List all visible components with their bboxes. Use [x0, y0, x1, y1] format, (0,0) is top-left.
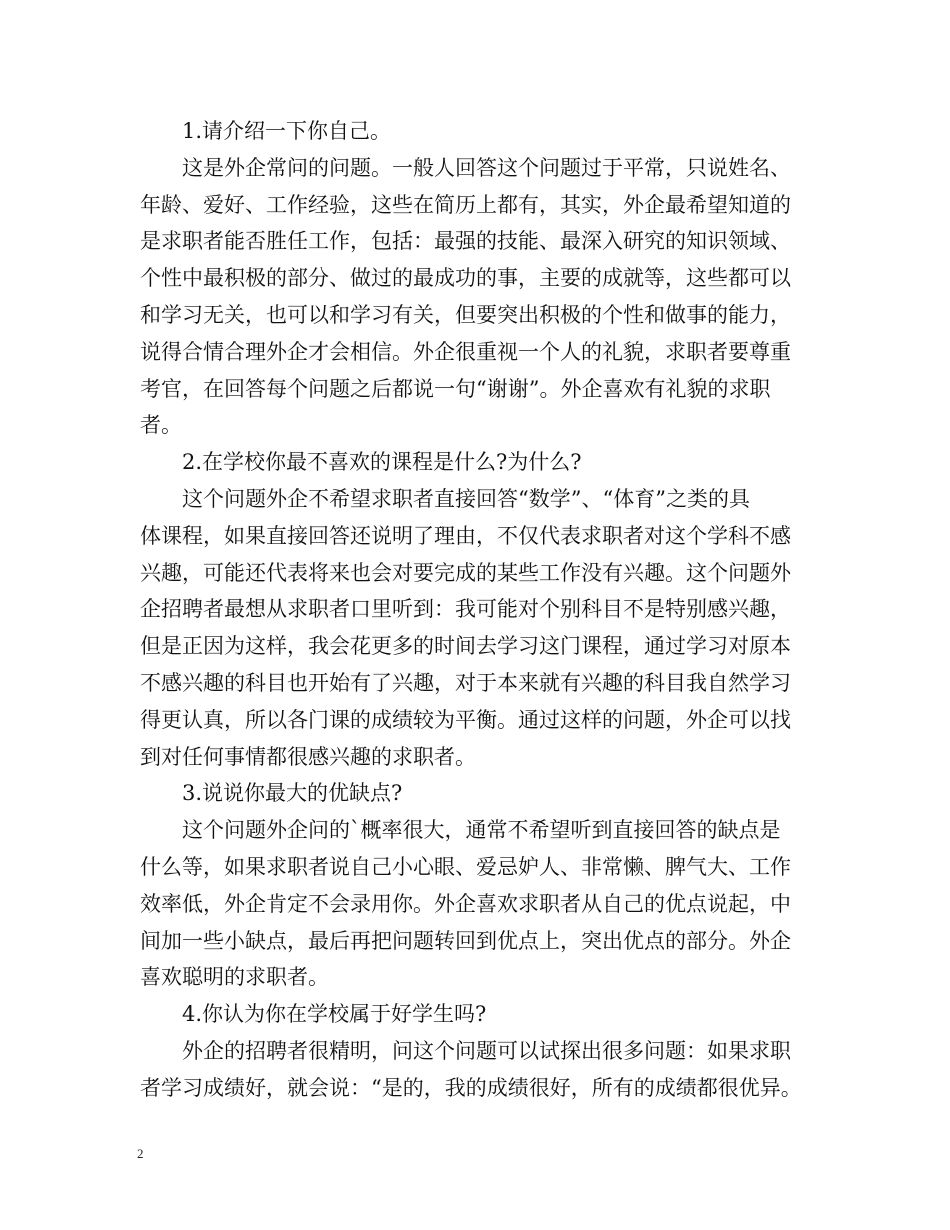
question-heading: 4.你认为你在学校属于好学生吗?: [182, 1002, 487, 1027]
paragraph-line: 考官，在回答每个问题之后都说一句“谢谢”。外企喜欢有礼貌的求职: [140, 376, 771, 401]
page-number: 2: [137, 1146, 144, 1161]
paragraph-line: 企招聘者最想从求职者口里听到：我可能对个别科目不是特别感兴趣，: [140, 597, 791, 622]
paragraph-line: 得更认真，所以各门课的成绩较为平衡。通过这样的问题，外企可以找: [140, 707, 791, 732]
document-body: [140, 113, 820, 1107]
paragraph-line: 个性中最积极的部分、做过的最成功的事，主要的成就等，这些都可以: [140, 266, 791, 291]
paragraph-line: 不感兴趣的科目也开始有了兴趣，对于本来就有兴趣的科目我自然学习: [140, 670, 791, 695]
question-heading: 3.说说你最大的优缺点?: [182, 781, 403, 806]
question-heading: 1.请介绍一下你自己。: [182, 119, 392, 143]
paragraph-line: 但是正因为这样，我会花更多的时间去学习这门课程，通过学习对原本: [140, 634, 791, 659]
paragraph-line: 说得合情合理外企才会相信。外企很重视一个人的礼貌，求职者要尊重: [140, 339, 791, 364]
paragraph-line: 和学习无关，也可以和学习有关，但要突出积极的个性和做事的能力，: [140, 302, 791, 327]
paragraph-line: 年龄、爱好、工作经验，这些在简历上都有，其实，外企最希望知道的: [140, 192, 791, 217]
paragraph-line: 这是外企常问的问题。一般人回答这个问题过于平常，只说姓名、: [182, 155, 791, 180]
paragraph-line: 体课程，如果直接回答还说明了理由，不仅代表求职者对这个学科不感: [140, 523, 791, 548]
question-heading: 2.在学校你最不喜欢的课程是什么?为什么?: [182, 450, 582, 475]
paragraph-line: 者学习成绩好，就会说：“是的，我的成绩很好，所有的成绩都很优异。: [140, 1075, 802, 1100]
paragraph-line: 间加一些小缺点，最后再把问题转回到优点上，突出优点的部分。外企: [140, 928, 791, 953]
paragraph-line: 者。: [140, 413, 182, 438]
paragraph-line: 到对任何事情都很感兴趣的求职者。: [140, 744, 476, 769]
paragraph-line: 喜欢聪明的求职者。: [140, 965, 329, 990]
paragraph-line: 外企的招聘者很精明，问这个问题可以试探出很多问题：如果求职: [182, 1038, 791, 1063]
paragraph-line: 兴趣，可能还代表将来也会对要完成的某些工作没有兴趣。这个问题外: [140, 560, 791, 585]
paragraph-line: 是求职者能否胜任工作，包括：最强的技能、最深入研究的知识领域、: [140, 229, 791, 254]
paragraph-line: 效率低，外企肯定不会录用你。外企喜欢求职者从自己的优点说起，中: [140, 891, 791, 916]
paragraph-line: 这个问题外企问的`概率很大，通常不希望听到直接回答的缺点是: [182, 818, 781, 843]
paragraph-line: 什么等，如果求职者说自己小心眼、爱忌妒人、非常懒、脾气大、工作: [140, 854, 791, 879]
paragraph-line: 这个问题外企不希望求职者直接回答“数学”、“体育”之类的具: [182, 486, 750, 511]
